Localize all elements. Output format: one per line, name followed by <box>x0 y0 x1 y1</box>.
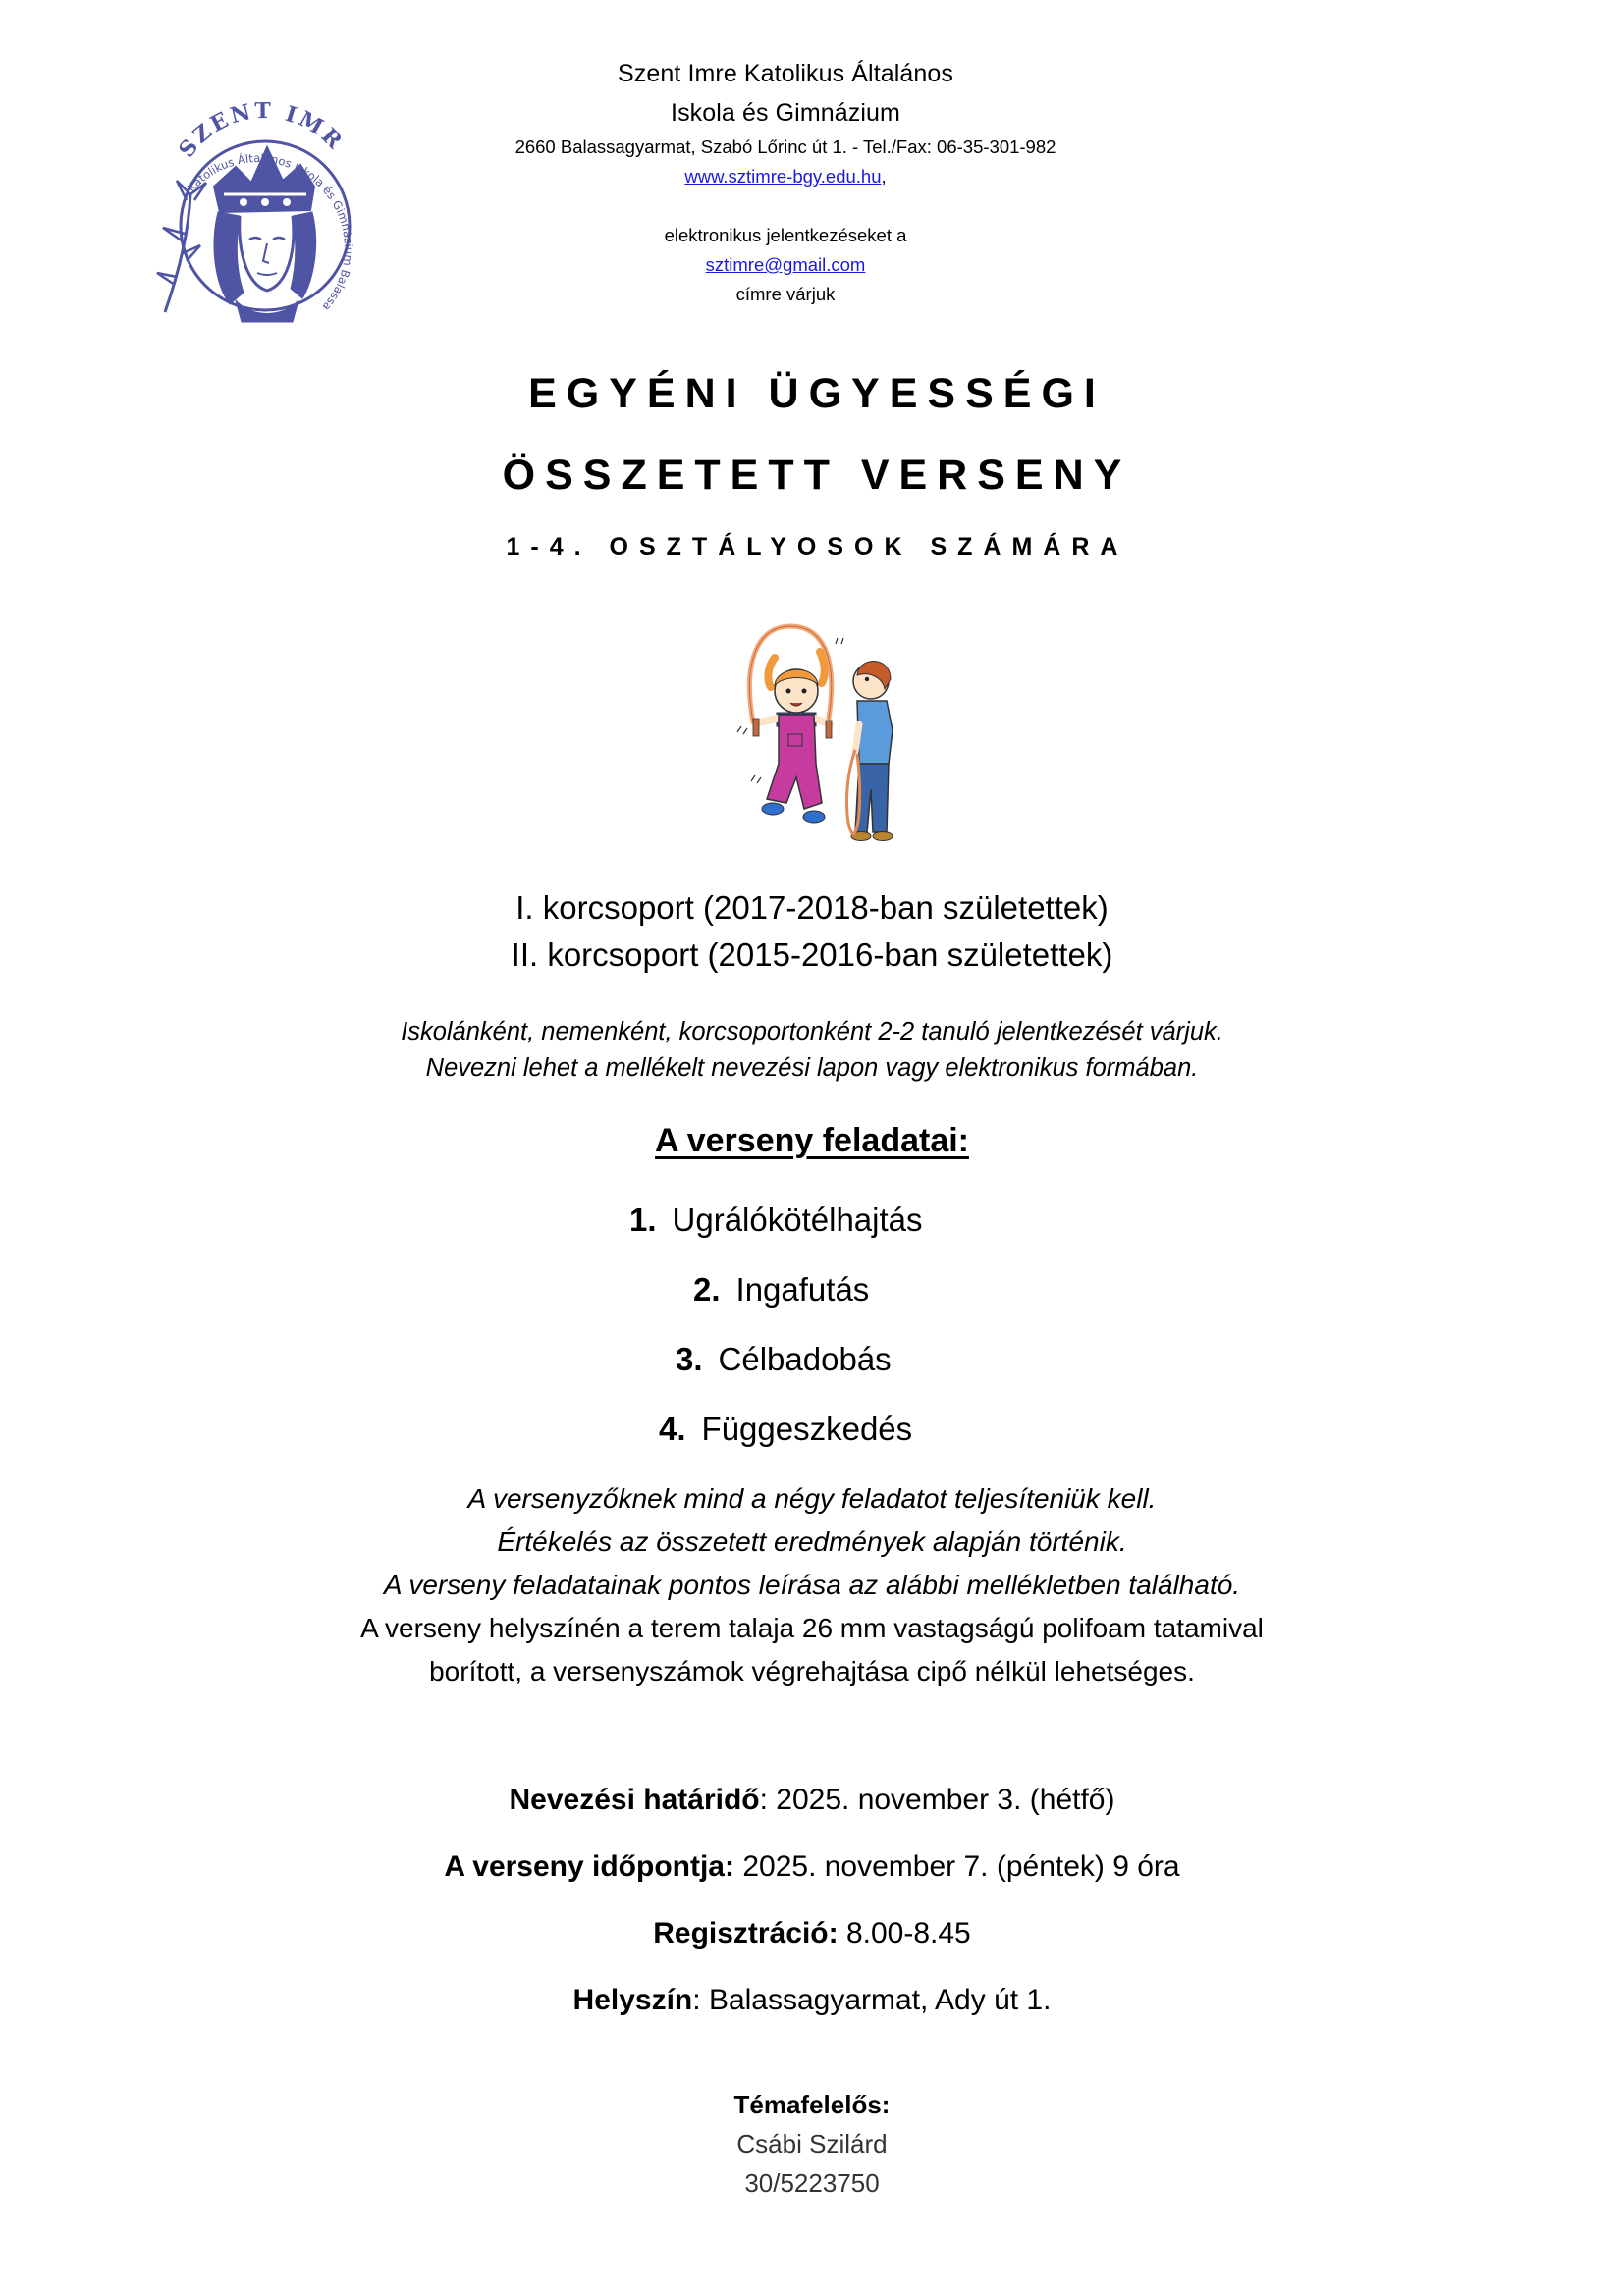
task-label: Függeszkedés <box>701 1411 913 1447</box>
header-spacer <box>491 191 1080 221</box>
contact-label: Témafelelős: <box>733 2090 891 2119</box>
deadline-label: Nevezési határidő <box>509 1784 760 1816</box>
logo-arc-title: SZENT IMR <box>174 98 350 163</box>
deadline-sep: : <box>759 1784 777 1816</box>
school-name-line1: Szent Imre Katolikus Általános <box>617 60 954 87</box>
entry-notes <box>0 1014 1624 1087</box>
info-date <box>0 1845 1624 1889</box>
tasks-heading-text: A verseny feladatai: <box>655 1122 969 1159</box>
task-item <box>629 1199 923 1242</box>
task-number: 4. <box>659 1411 686 1447</box>
rule-line-2: Értékelés az összetett eredmények alapján történik. <box>497 1526 1127 1557</box>
school-logo <box>145 96 381 328</box>
info-location <box>0 1979 1624 2022</box>
entry-note-1: Iskolánként, nemenként, korcsoportonként 2-2 tanuló jelentkezését várjuk. <box>401 1018 1223 1045</box>
age-group-2: II. korcsoport (2015-2016-ban születettek) <box>511 936 1113 973</box>
website-line <box>491 162 1080 191</box>
website-link[interactable]: www.sztimre-bgy.edu.hu <box>684 166 882 187</box>
title-line1: EGYÉNI ÜGYESSÉGI <box>528 370 1106 417</box>
task-number: 1. <box>629 1201 657 1238</box>
illustration-kids-jump-rope <box>731 616 898 844</box>
email-intro: elektronikus jelentkezéseket a <box>664 225 907 245</box>
title-line2: ÖSSZETETT VERSENY <box>502 452 1132 499</box>
contact-name: Csábi Szilárd <box>736 2129 888 2159</box>
date-label: A verseny időpontja: <box>444 1850 734 1883</box>
task-label: Ugrálókötélhajtás <box>672 1201 923 1238</box>
task-label: Célbadobás <box>718 1341 892 1377</box>
registration-label: Regisztráció: <box>653 1917 839 1949</box>
registration-value: 8.00-8.45 <box>845 1917 971 1949</box>
school-logo-emblem-icon <box>145 96 381 328</box>
contact-phone: 30/5223750 <box>744 2168 880 2198</box>
location-value: Balassagyarmat, Ady út 1. <box>708 1984 1052 2016</box>
jump-rope-kids-icon <box>731 616 898 844</box>
email-line <box>491 250 1080 280</box>
contact <box>0 2085 1624 2203</box>
email-link[interactable]: sztimre@gmail.com <box>705 254 866 275</box>
task-item <box>676 1338 892 1381</box>
tasks-heading <box>0 1122 1624 1160</box>
school-name-line2: Iskola és Gimnázium <box>671 99 900 127</box>
task-number: 2. <box>693 1271 721 1308</box>
registration-sep <box>839 1917 846 1949</box>
rule-line-5: borított, a versenyszámok végrehajtása cipő nélkül lehetséges. <box>429 1656 1195 1686</box>
rules <box>0 1477 1624 1693</box>
entry-note-2: Nevezni lehet a mellékelt nevezési lapon vagy elektronikus formában. <box>425 1054 1199 1082</box>
deadline-value: 2025. november 3. (hétfő) <box>776 1784 1115 1816</box>
task-label: Ingafutás <box>735 1271 870 1308</box>
location-label: Helyszín <box>572 1984 693 2016</box>
rule-line-1: A versenyzőknek mind a négy feladatot teljesíteniük kell. <box>467 1483 1157 1514</box>
age-group-1: I. korcsoport (2017-2018-ban születettek) <box>515 889 1109 926</box>
task-item <box>693 1268 869 1311</box>
website-suffix: , <box>881 166 887 187</box>
rule-line-3: A verseny feladatainak pontos leírása az alábbi mellékletben található. <box>383 1570 1241 1600</box>
date-value: 2025. november 7. (péntek) 9 óra <box>742 1850 1180 1883</box>
location-sep: : <box>692 1984 709 2016</box>
school-header <box>491 54 1080 309</box>
logo-arc-ring-text: Katolikus Általános Iskola és Gimnázium Balassa <box>184 150 356 314</box>
title-subtitle: 1-4. OSZTÁLYOSOK SZÁMÁRA <box>506 533 1129 561</box>
email-outro: címre várjuk <box>735 284 836 304</box>
age-groups <box>0 884 1624 979</box>
task-number: 3. <box>676 1341 703 1377</box>
rule-line-4: A verseny helyszínén a terem talaja 26 mm vastagságú polifoam tatamival <box>360 1613 1264 1643</box>
info-deadline <box>0 1779 1624 1822</box>
info-registration <box>0 1912 1624 1955</box>
school-address: 2660 Balassagyarmat, Szabó Lőrinc út 1. - Tel./Fax: 06-35-301-982 <box>514 136 1056 157</box>
task-item <box>659 1408 912 1451</box>
